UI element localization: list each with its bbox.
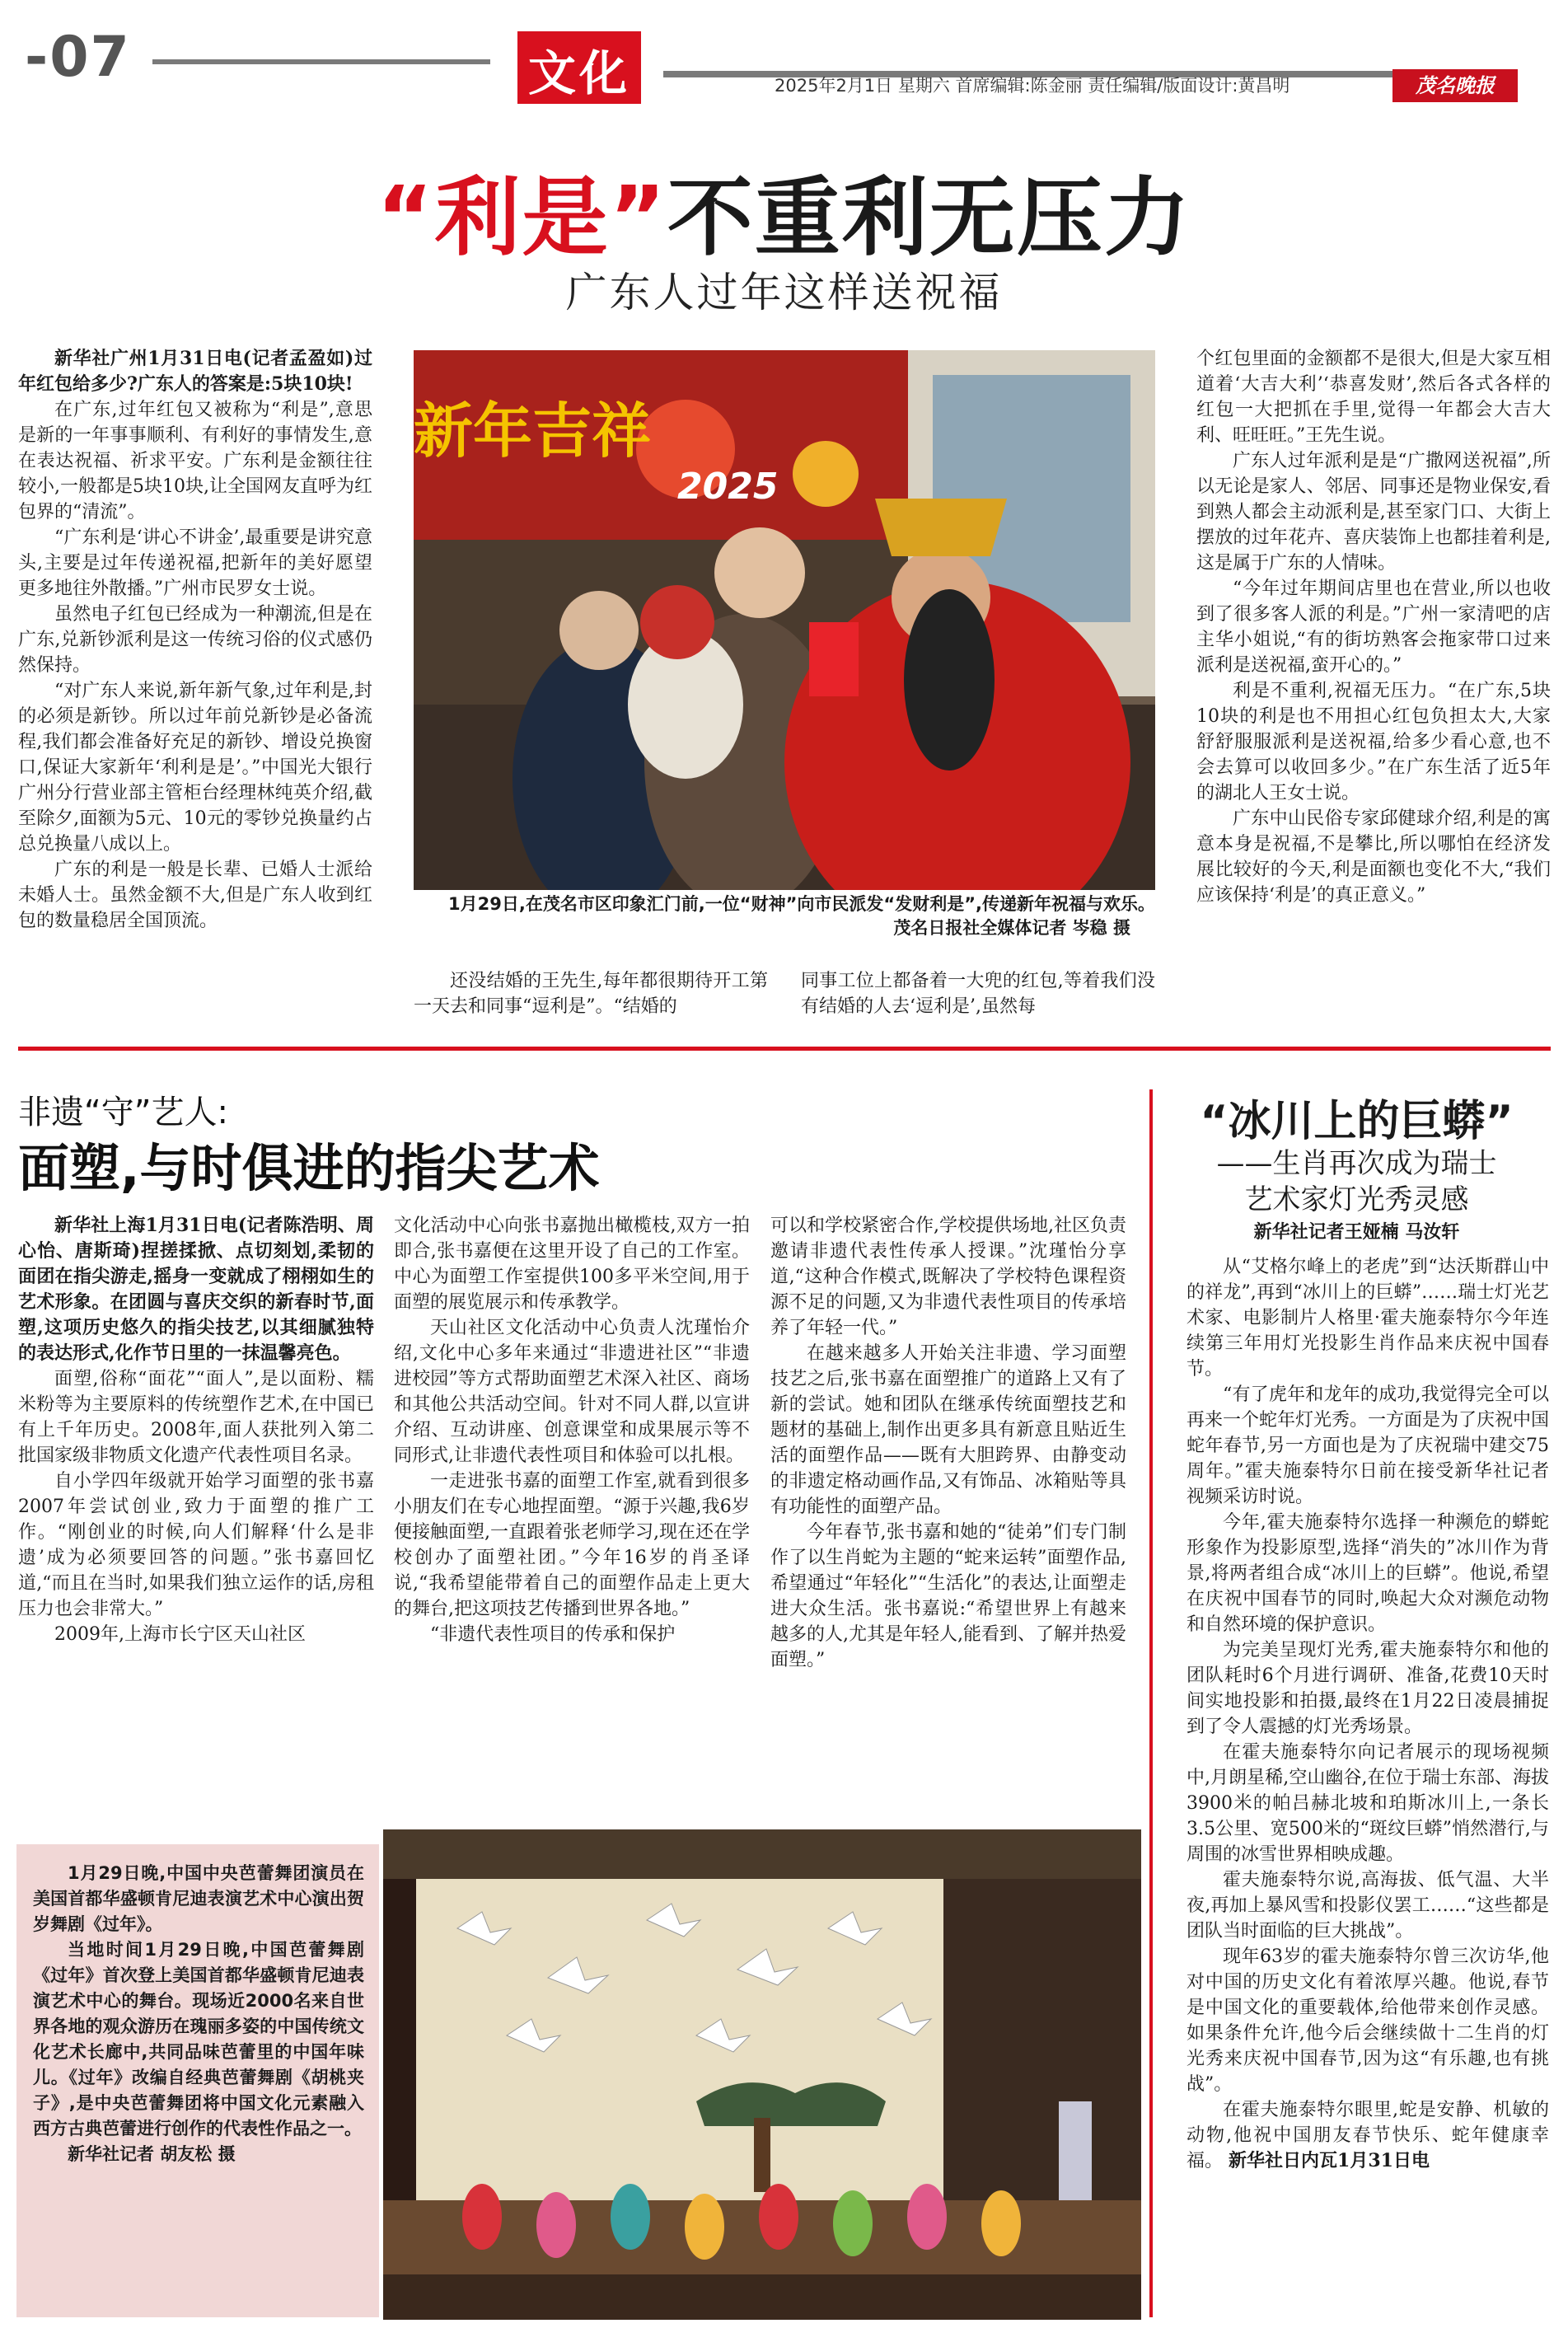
- article3-subtitle-line2: 艺术家灯光秀灵感: [1244, 1183, 1469, 1216]
- caption-paragraph: 当地时间1月29日晚,中国芭蕾舞剧《过年》首次登上美国首都华盛顿肯尼迪表演艺术中心的舞台。现场近2000名来自世界各地的观众游历在瑰丽多姿的中国传统文化艺术长廊中,共同品味芭蕾里的中国年味儿。《过年》改编自经典芭蕾舞剧《胡桃夹子》,是中央芭蕾舞团将中国文化元素融入西方古典芭蕾进行创作的代表性作品之一。: [33, 1940, 364, 2138]
- caption-paragraph: 1月29日晚,中国中央芭蕾舞团演员在美国首都华盛顿肯尼迪表演艺术中心演出贺岁舞剧《过年》。: [33, 1863, 364, 1934]
- paragraph: “今年过年期间店里也在营业,所以也收到了很多客人派的利是。”广州一家清吧的店主华小姐说,“有的街坊熟客会拖家带口过来派利是送祝福,蛮开心的。”: [1196, 578, 1551, 676]
- article3-body: [1187, 1254, 1549, 2174]
- caption-credit: 新华社记者 胡友松 摄: [68, 2144, 236, 2164]
- header-rule: [152, 59, 490, 64]
- paragraph: 在霍夫施泰特尔向记者展示的现场视频中,月朗星稀,空山幽谷,在位于瑞士东部、海拔3900米的帕吕赫北坡和珀斯冰川上,一条长3.5公里、宽500米的“斑纹巨蟒”悄然潜行,与周围的冰雪世界相映成趣。: [1187, 1742, 1549, 1865]
- paragraph: 广东的利是一般是长辈、已婚人士派给未婚人士。虽然金额不大,但是广东人收到红包的数量稳居全国顶流。: [18, 860, 372, 931]
- photo1-caption: [414, 892, 1155, 940]
- paragraph: 同事工位上都备着一大兜的红包,等着我们没有结婚的人去‘逗利是’,虽然每: [801, 971, 1155, 1017]
- article3-headline: “冰川上的巨蟒”: [1200, 1097, 1514, 1146]
- caption-credit: 茂名日报社全媒体记者 岑稳 摄: [893, 918, 1130, 938]
- paragraph: 广东人过年派利是是“广撒网送祝福”,所以无论是家人、邻居、同事还是物业保安,看到熟人都会主动派利是,甚至家门口、大街上摆放的过年花卉、喜庆装饰上也都挂着利是,这是属于广东的人情味。: [1196, 451, 1551, 574]
- paragraph: 霍夫施泰特尔说,高海拔、低气温、大半夜,再加上暴风雪和投影仪罢工……“这些都是团队当时面临的巨大挑战”。: [1187, 1870, 1549, 1942]
- article2-column-2: [394, 1213, 750, 1647]
- photo2-caption: [33, 1861, 364, 2167]
- paragraph: 现年63岁的霍夫施泰特尔曾三次访华,他对中国的历史文化有着浓厚兴趣。他说,春节是中国文化的重要载体,给他带来创作灵感。如果条件允许,他今后会继续做十二生肖的灯光秀来庆祝中国春节,因为这“有乐趣,也有挑战”。: [1187, 1946, 1549, 2095]
- photo-caishen: [414, 350, 1155, 890]
- column-rule: [1149, 1089, 1153, 2317]
- paragraph: 从“艾格尔峰上的老虎”到“达沃斯群山中的祥龙”,再到“冰川上的巨蟒”……瑞士灯光艺术家、电影制片人格里·霍夫施泰特尔今年连续第三年用灯光投影生肖作品来庆祝中国春节。: [1187, 1257, 1549, 1379]
- paragraph: “有了虎年和龙年的成功,我觉得完全可以再来一个蛇年灯光秀。一方面是为了庆祝中国蛇年春节,另一方面也是为了庆祝瑞中建交75周年。”霍夫施泰特尔日前在接受新华社记者视频采访时说。: [1187, 1384, 1550, 1507]
- page-number: -07: [25, 25, 131, 90]
- paragraph: 2009年,上海市长宁区天山社区: [54, 1624, 306, 1645]
- article1-headline: [0, 148, 1568, 272]
- paragraph: 在霍夫施泰特尔眼里,蛇是安静、机敏的动物,他祝中国朋友春节快乐、蛇年健康幸福。 新华社日内瓦1月31日电: [1187, 2100, 1549, 2171]
- article1-subtitle: 广东人过年这样送祝福: [565, 269, 1003, 316]
- article2-column-1: [18, 1213, 374, 1647]
- paragraph: 在越来越多人开始关注非遗、学习面塑技艺之后,张书嘉在面塑推广的道路上又有了新的尝试。她和团队在继承传统面塑技艺和题材的基础上,制作出更多具有新意且贴近生活的面塑作品——既有大胆跨界、由静变动的非遗定格动画作品,又有饰品、冰箱贴等具有功能性的面塑产品。: [770, 1343, 1126, 1517]
- paragraph: 新华社上海1月31日电(记者陈浩明、周心怡、唐斯琦)捏搓揉掀、点切刻划,柔韧的面团在指尖游走,摇身一变就成了栩栩如生的艺术形象。在团圆与喜庆交织的新春时节,面塑,这项历史悠久的指尖技艺,以其细腻独特的表达形式,化作节日里的一抹温馨亮色。: [18, 1215, 374, 1364]
- caption-text: 1月29日,在茂名市区印象汇门前,一位“财神”向市民派发“发财利是”,传递新年祝福与欢乐。: [448, 894, 1155, 914]
- section-label: 文化: [527, 45, 630, 101]
- article2-headline: 面塑,与时俱进的指尖艺术: [18, 1138, 600, 1198]
- article1-column-4: [1196, 346, 1551, 908]
- article1-column-3: [801, 968, 1155, 1019]
- paragraph: 在广东,过年红包又被称为“利是”,意思是新的一年事事顺利、有利好的事情发生,意在表达祝福、祈求平安。广东利是金额往往较小,一般都是5块10块,让全国网友直呼为红包界的“清流”。: [18, 400, 372, 522]
- article2-kicker: 非遗“守”艺人:: [18, 1094, 228, 1131]
- paragraph: 可以和学校紧密合作,学校提供场地,社区负责邀请非遗代表性传承人授课。”沈瑾怡分享道,“这种合作模式,既解决了学校特色课程资源不足的问题,又为非遗代表性项目的传承培养了年轻一代。”: [770, 1216, 1126, 1338]
- headline-rest: 不重利无压力: [667, 167, 1191, 268]
- article2-column-3: [770, 1213, 1126, 1673]
- paragraph: 自小学四年级就开始学习面塑的张书嘉2007年尝试创业,致力于面塑的推广工作。“刚创业的时候,向人们解释‘什么是非遗’成为必须要回答的问题。”张书嘉回忆道,“而且在当时,如果我们独立运作的话,房租压力也会非常大。”: [18, 1471, 374, 1619]
- paragraph: 新华社广州1月31日电(记者孟盈如)过年红包给多少?广东人的答案是:5块10块!: [18, 348, 372, 395]
- paragraph: 广东中山民俗专家邱健球介绍,利是的寓意本身是祝福,不是攀比,所以哪怕在经济发展比较好的今天,利是面额也变化不大,“我们应该保持‘利是’的真正意义。”: [1196, 808, 1551, 906]
- article1-column-2: [414, 968, 768, 1019]
- paragraph: 个红包里面的金额都不是很大,但是大家互相道着‘大吉大利’‘恭喜发财’,然后各式各样的红包一大把抓在手里,觉得一年都会大吉大利、旺旺旺。”王先生说。: [1196, 349, 1551, 446]
- photo-banner-text: 新年吉祥: [414, 396, 652, 466]
- paragraph: 利是不重利,祝福无压力。“在广东,5块10块的利是也不用担心红包负担太大,大家舒舒服服派利是送祝福,给多少看心意,也不会去算可以收回多少。”在广东生活了近5年的湖北人王女士说。: [1196, 681, 1551, 803]
- article3-subtitle-line1: ——生肖再次成为瑞士: [1216, 1147, 1497, 1180]
- paragraph: 今年春节,张书嘉和她的“徒弟”们专门制作了以生肖蛇为主题的“蛇来运转”面塑作品,希望通过“年轻化”“生活化”的表达,让面塑走进大众生活。张书嘉说:“希望世界上有越来越多的人,尤其是年轻人,能看到、了解并热爱面塑。”: [770, 1522, 1126, 1670]
- photo-year-text: 2025: [677, 466, 779, 508]
- paragraph: 天山社区文化活动中心负责人沈瑾怡介绍,文化中心多年来通过“非遗进社区”“非遗进校园”等方式帮助面塑艺术深入社区、商场和其他公共活动空间。针对不同人群,以宣讲介绍、互动讲座、创意课堂和成果展示等不同形式,让非遗代表性项目和体验可以扎根。: [394, 1318, 750, 1466]
- article3-byline: 新华社记者王娅楠 马汝轩: [1253, 1222, 1460, 1243]
- paragraph: 虽然电子红包已经成为一种潮流,但是在广东,兑新钞派利是这一传统习俗的仪式感仍然保持。: [18, 604, 372, 676]
- paragraph: 一走进张书嘉的面塑工作室,就看到很多小朋友们在专心地捏面塑。“源于兴趣,我6岁便接触面塑,一直跟着张老师学习,现在还在学校创办了面塑社团。”今年16岁的肖圣译说,“我希望能带着自己的面塑作品走上更大的舞台,把这项技艺传播到世界各地。”: [394, 1471, 750, 1619]
- paragraph: “对广东人来说,新年新气象,过年利是,封的必须是新钞。所以过年前兑新钞是必备流程,我们都会准备好充足的新钞、增设兑换窗口,保证大家新年‘利利是是’。”中国光大银行广州分行营业部主管柜台经理林纯英介绍,截至除夕,面额为5元、10元的零钞兑换量约占总兑换量八成以上。: [18, 681, 372, 855]
- paragraph: 今年,霍夫施泰特尔选择一种濒危的蟒蛇形象作为投影原型,选择“消失的”冰川作为背景,将两者组合成“冰川上的巨蟒”。他说,希望在庆祝中国春节的同时,唤起大众对濒危动物和自然环境的保护意识。: [1187, 1512, 1549, 1635]
- paragraph: “非遗代表性项目的传承和保护: [430, 1624, 676, 1645]
- masthead-logo: 茂名晚报: [1392, 69, 1518, 102]
- paragraph: 面塑,俗称“面花”“面人”,是以面粉、糯米粉等为主要原料的传统塑作艺术,在中国已有上千年历史。2008年,面人获批列入第二批国家级非物质文化遗产代表性项目名录。: [18, 1369, 374, 1466]
- paragraph: 还没结婚的王先生,每年都很期待开工第一天去和同事“逗利是”。“结婚的: [414, 971, 768, 1017]
- dateline: 新华社日内瓦1月31日电: [1229, 2150, 1430, 2171]
- issue-info: 2025年2月1日 星期六 首席编辑:陈金丽 责任编辑/版面设计:黄昌明: [775, 76, 1290, 96]
- headline-quote: “利是”: [377, 167, 667, 268]
- paragraph: 文化活动中心向张书嘉抛出橄榄枝,双方一拍即合,张书嘉便在这里开设了自己的工作室。中心为面塑工作室提供100多平米空间,用于面塑的展览展示和传承教学。: [394, 1216, 750, 1313]
- section-divider: [18, 1047, 1551, 1051]
- paragraph: 为完美呈现灯光秀,霍夫施泰特尔和他的团队耗时6个月进行调研、准备,花费10天时间实地投影和拍摄,最终在1月22日凌晨捕捉到了令人震撼的灯光秀场景。: [1187, 1640, 1549, 1737]
- ballet-stage-illustration: [383, 1829, 1141, 2320]
- photo-ballet: [383, 1829, 1141, 2320]
- paragraph: “广东利是‘讲心不讲金’,最重要是讲究意头,主要是过年传递祝福,把新年的美好愿望更多地往外散播。”广州市民罗女士说。: [18, 527, 372, 599]
- article1-column-1: [18, 346, 372, 934]
